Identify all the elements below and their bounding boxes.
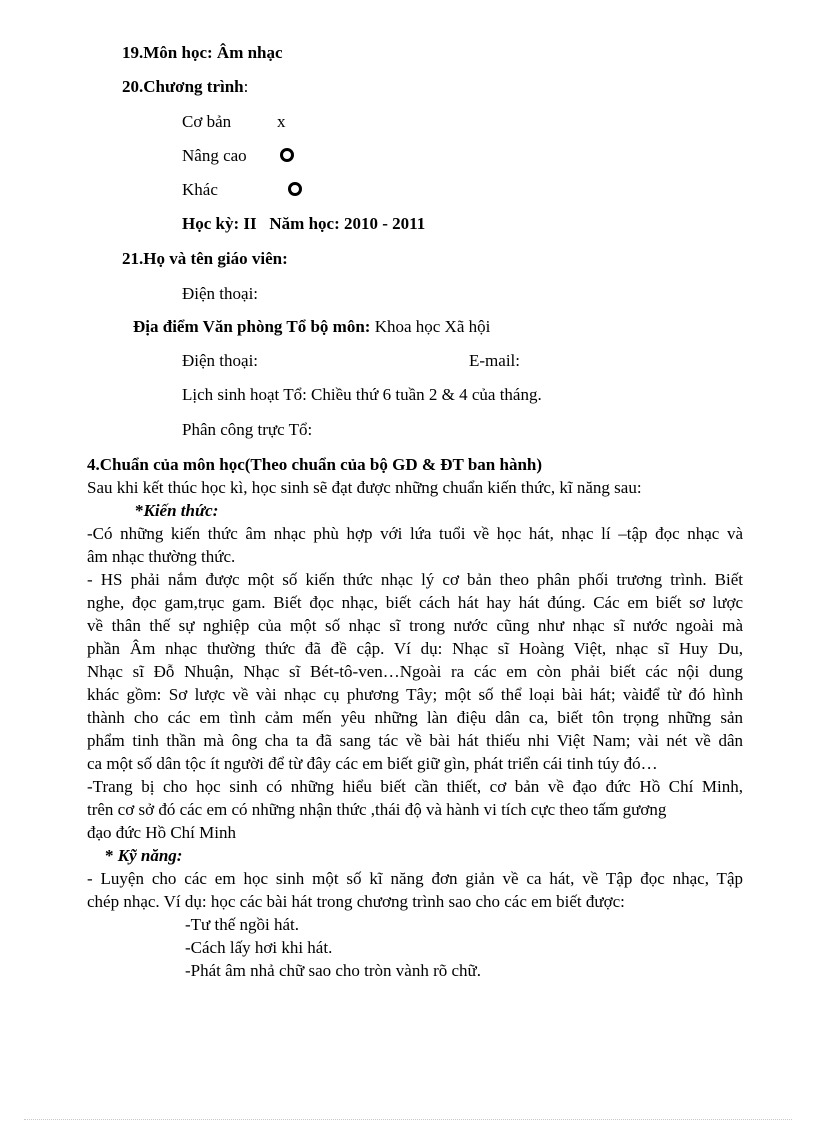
term-label: Học kỳ: II: [182, 214, 257, 233]
knowledge-line: nghe, đọc gam,trục gam. Biết đọc nhạc, biết cách hát hay hát đúng. Các em biết sơ lược: [87, 593, 743, 612]
skills-item: -Phát âm nhả chữ sao cho tròn vành rõ chữ.: [185, 961, 482, 980]
knowledge-title: Kiến thức:: [143, 501, 219, 520]
standards-intro: Sau khi kết thúc học kì, học sinh sẽ đạt được những chuẩn kiến thức, kĩ năng sau:: [87, 478, 642, 497]
knowledge-line: thành cho các em tình cảm mến yêu những làn điệu dân ca, biết tôn trọng những sản: [87, 708, 743, 727]
teacher-phone: Điện thoại:: [182, 284, 259, 303]
office-email: E-mail:: [469, 351, 520, 370]
knowledge-line: phần Âm nhạc thường thức đã đề cập. Ví dụ: Nhạc sĩ Hoàng Việt, nhạc sĩ Huy Du,: [87, 639, 743, 658]
knowledge-line: ca một số dân tộc ít người để từ đây các em biết giữ gìn, phát triển cái tinh túy đó…: [87, 754, 658, 773]
knowledge-line: trên cơ sở đó các em có những nhận thức ,thái độ và hành vi tích cực theo tấm gương: [87, 800, 667, 819]
skills-bullet: *: [105, 846, 114, 865]
subject-heading: 19.Môn học: Âm nhạc: [122, 43, 283, 62]
school-year: Năm học: 2010 - 2011: [269, 214, 426, 233]
program-option-basic-label: Cơ bản: [182, 112, 232, 131]
program-option-advanced-label: Nâng cao: [182, 146, 247, 165]
skills-item: -Tư thế ngồi hát.: [185, 915, 300, 934]
program-option-advanced-radio[interactable]: [280, 145, 294, 167]
office-location: [133, 316, 490, 338]
knowledge-line: về thân thế sự nghiệp của một số nhạc sĩ trong nước cũng như nhạc sĩ nước ngoài mà: [87, 616, 743, 635]
program-option-other-radio[interactable]: [288, 179, 302, 201]
knowledge-line: âm nhạc thường thức.: [87, 547, 236, 566]
knowledge-line: Nhạc sĩ Đỗ Nhuận, Nhạc sĩ Bét-tô-ven…Ngoài ra các em còn phải biết các nội dung: [87, 662, 743, 681]
term-line: [182, 213, 425, 235]
teacher-heading: 21.Họ và tên giáo viên:: [122, 249, 288, 268]
office-schedule: Lịch sinh hoạt Tổ: Chiều thứ 6 tuần 2 & 4 của tháng.: [182, 385, 542, 404]
office-location-value: Khoa học Xã hội: [374, 317, 491, 336]
skills-line: chép nhạc. Ví dụ: học các bài hát trong chương trình sao cho các em biết được:: [87, 892, 625, 911]
skills-heading: [105, 845, 182, 867]
knowledge-bullet: *: [135, 501, 144, 520]
office-location-label: Địa điểm Văn phòng Tổ bộ môn:: [133, 317, 371, 336]
knowledge-line: -Trang bị cho học sinh có những hiểu biết cần thiết, cơ bản về đạo đức Hồ Chí Minh,: [87, 777, 743, 796]
skills-title: Kỹ năng:: [117, 846, 183, 865]
page-bottom-divider: [24, 1119, 792, 1120]
knowledge-line: - HS phải nắm được một số kiến thức nhạc lý cơ bản theo phân phối trương trình. Biết: [87, 570, 743, 589]
office-phone: Điện thoại:: [182, 351, 259, 370]
program-option-basic-mark: x: [277, 112, 286, 131]
knowledge-line: khác gồm: Sơ lược về vài nhạc cụ phương Tây; một số thể loại bài hát; vàiđể từ đó hình: [87, 685, 743, 704]
skills-line: - Luyện cho các em học sinh một số kĩ năng đơn giản về ca hát, về Tập đọc nhạc, Tập: [87, 869, 743, 888]
knowledge-line: đạo đức Hồ Chí Minh: [87, 823, 236, 842]
skills-item: -Cách lấy hơi khi hát.: [185, 938, 333, 957]
radio-circle-icon: [280, 148, 294, 162]
office-duty: Phân công trực Tổ:: [182, 420, 313, 439]
knowledge-heading: [135, 500, 218, 522]
standards-heading: 4.Chuẩn của môn học(Theo chuẩn của bộ GD & ĐT ban hành): [87, 455, 543, 474]
radio-circle-icon: [288, 182, 302, 196]
program-heading: [122, 76, 248, 98]
knowledge-line: -Có những kiến thức âm nhạc phù hợp với lứa tuổi về học hát, nhạc lí –tập đọc nhạc và: [87, 524, 743, 543]
program-heading-colon: :: [243, 77, 249, 96]
program-option-other-label: Khác: [182, 180, 218, 199]
knowledge-line: phẩm tinh thần mà ông cha ta đã sang tác về bài hát thiếu nhi Việt Nam; vài nét về dân: [87, 731, 743, 750]
program-heading-label: 20.Chương trình: [122, 77, 244, 96]
